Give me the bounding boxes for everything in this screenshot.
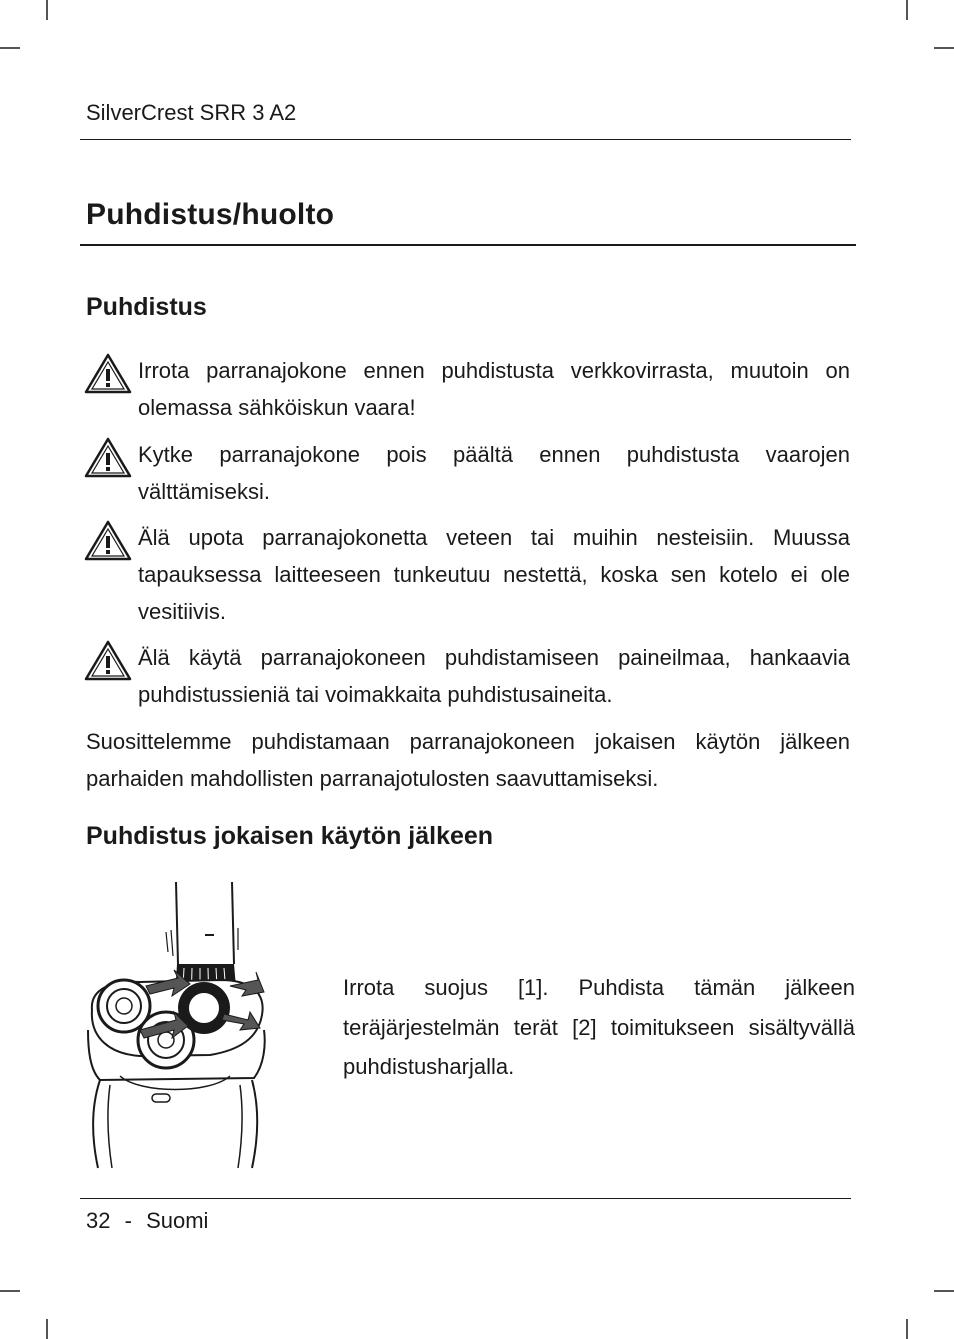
warning-text: Älä upota parranajokonetta veteen tai muihin nesteisiin. Muussa tapauksessa laitteeseen tunkeutuu nestettä, koska sen kotelo ei ole vesitiivis. [138, 525, 850, 624]
section-heading-cleaning: Puhdistus [86, 293, 207, 321]
section-heading-after-use: Puhdistus jokaisen käytön jälkeen [86, 822, 494, 850]
shaver-cleaning-brush-illustration [80, 880, 270, 1170]
warning-triangle-icon [84, 436, 132, 478]
warning-triangle-icon [84, 352, 132, 394]
warning-item [84, 436, 850, 510]
recommendation-paragraph: Suosittelemme puhdistamaan parranajokoneen jokaisen käytön jälkeen parhaiden mahdollisten parranajotulosten saavuttamiseksi. [86, 729, 850, 791]
warning-item [84, 639, 850, 713]
running-header: SilverCrest SRR 3 A2 [86, 100, 297, 125]
footer-separator: - [124, 1208, 132, 1233]
warning-text: Irrota parranajokone ennen puhdistusta verkkovirrasta, muutoin on olemassa sähköiskun vaara! [138, 358, 850, 420]
page-footer [86, 1208, 208, 1234]
crop-mark [0, 1290, 20, 1292]
warning-text: Älä käytä parranajokoneen puhdistamiseen paineilmaa, hankaavia puhdistussieniä tai voimakkaita puhdistusaineita. [138, 645, 850, 707]
warning-item [84, 352, 850, 426]
crop-mark [46, 0, 48, 20]
page-title: Puhdistus/huolto [86, 198, 335, 231]
crop-mark [0, 47, 20, 49]
after-use-instruction: Irrota suojus [1]. Puhdista tämän jälkeen teräjärjestelmän terät [2] toimitukseen sisältyvällä puhdistusharjalla. [343, 975, 855, 1079]
warning-item [84, 519, 850, 630]
crop-mark [906, 1319, 908, 1339]
warning-text: Kytke parranajokone pois päältä ennen puhdistusta vaarojen välttämiseksi. [138, 442, 850, 504]
crop-mark [934, 1290, 954, 1292]
header-rule [80, 139, 851, 140]
page-number: 32 [86, 1208, 111, 1233]
crop-mark [906, 0, 908, 20]
footer-rule [80, 1198, 851, 1199]
footer-language: Suomi [146, 1208, 209, 1233]
crop-mark [46, 1319, 48, 1339]
title-rule [80, 244, 856, 246]
warning-triangle-icon [84, 519, 132, 561]
crop-mark [934, 47, 954, 49]
warning-triangle-icon [84, 639, 132, 681]
